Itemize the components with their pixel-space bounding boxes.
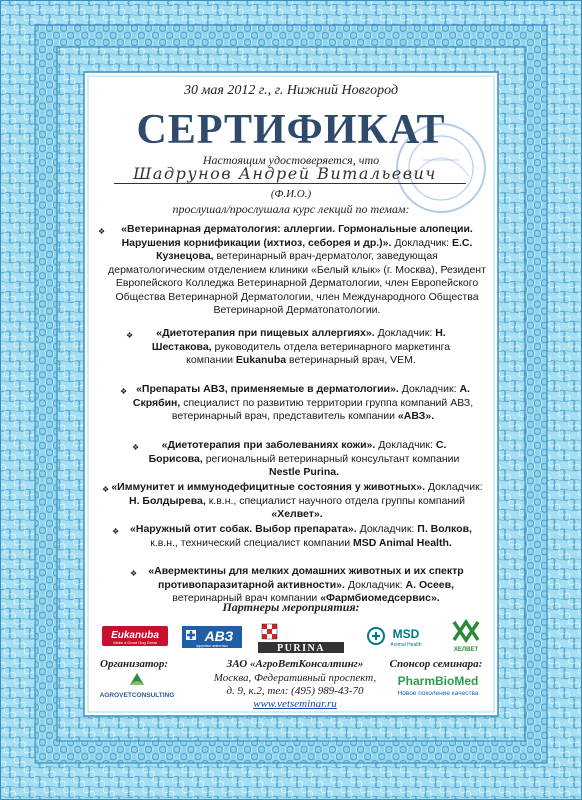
company-name: «Фармбиомедсервис». (320, 592, 440, 604)
speaker-details: руководитель отдела ветеринарного маркетинга компании (186, 340, 451, 366)
lecture-item (90, 223, 492, 318)
pharmbiomed-logo (386, 670, 490, 700)
speaker-name: Н. Болдырева, (129, 494, 206, 507)
avz-tagline: здоровье животных (196, 644, 228, 648)
speaker-prefix: Докладчик: (427, 481, 483, 493)
lecture-item (90, 327, 492, 368)
speaker-details: ветеринарный врач компании (172, 592, 318, 604)
speaker-name: А. Осеев, (405, 578, 455, 591)
company-name: Eukanuba (235, 354, 287, 366)
lecture-title: «Авермектины для мелких домашних животных и их спектр противопаразитарной активности». (148, 565, 464, 591)
speaker-details: специалист по развитию территории группа компаний АВЗ, ветеринарный врач, представитель компании (171, 396, 474, 422)
speaker-name: А. Скрябин, (132, 383, 470, 409)
msd-sub: Animal Health (390, 642, 422, 648)
avz-name: АВЗ (204, 628, 234, 644)
speaker-prefix: Докладчик: (359, 523, 415, 535)
speaker-details-end: ветеринарный врач, VEM. (289, 354, 416, 366)
pharmbiomed-brand: PharmBioMed (397, 674, 479, 688)
address-line-2: д. 9, к.2, тел: (495) 989-43-70 (226, 685, 364, 697)
speaker-prefix: Докладчик: (347, 578, 403, 591)
speaker-details: к.в.н., специалист научного отдела группы компаний (208, 494, 465, 507)
eukanuba-logo (102, 618, 168, 654)
fio-caption: (Ф.И.О.) (270, 188, 312, 200)
bullet-icon: ❖ (98, 227, 106, 236)
speaker-details: к.в.н., технический специалист компании (150, 536, 351, 549)
lecture-title: «Ветеринарная дерматология: аллергии. Гормональные алопеции. Нарушения корнификации (ихтиоз, себорея и др.)». (121, 223, 473, 249)
lecture-item (90, 481, 492, 522)
lecture-item (90, 523, 492, 550)
pharmbiomed-tagline: Новое поколение качества (397, 690, 479, 697)
partner-logos (90, 618, 492, 654)
address-line-1: Москва, Федеративный проспект, (213, 672, 377, 684)
name-underline (114, 183, 466, 184)
organizer-label: Организатор: (100, 658, 169, 670)
speaker-details: региональный ветеринарный консультант компании (205, 452, 460, 465)
lecture-title: «Иммунитет и иммунодефицитные состояния у животных». (111, 481, 425, 493)
lecture-title: «Диетотерапия при заболеваниях кожи». (161, 439, 376, 451)
date-place: 30 мая 2012 г., г. Нижний Новгород (183, 83, 399, 98)
company-name: «АВЗ». (397, 410, 435, 422)
purina-name: PURINA (277, 643, 325, 654)
speaker-prefix: Докладчик: (378, 439, 433, 451)
eukanuba-tagline: Make a Good Dog Great (113, 640, 157, 645)
helvet-logo (446, 618, 486, 654)
organizer-url-link[interactable]: www.vetseminar.ru (253, 698, 337, 710)
msd-name: MSD (392, 627, 420, 641)
avz-logo (182, 618, 242, 654)
speaker-prefix: Докладчик: (394, 236, 450, 249)
speaker-prefix: Докладчик: (401, 383, 457, 395)
purina-logo (256, 618, 346, 654)
partners-title: Партнеры мероприятия: (222, 600, 360, 614)
recipient-name: Шадрунов Андрей Витальевич (133, 164, 437, 183)
bullet-icon: ❖ (130, 569, 138, 578)
speaker-name: С. Борисова, (148, 439, 447, 465)
speaker-name: П. Волков, (417, 523, 472, 535)
bullet-icon: ❖ (112, 527, 120, 536)
agrovet-logo (90, 671, 184, 703)
lecture-item (90, 439, 492, 480)
bullet-icon: ❖ (102, 485, 110, 494)
msd-logo (366, 618, 432, 654)
agrovet-logo-text: AGROVETCONSULTING (99, 692, 175, 699)
company-name: «Хелвет». (271, 508, 323, 520)
speaker-name: Е.С. Кузнецова, (156, 236, 473, 262)
bullet-icon: ❖ (120, 387, 128, 396)
helvet-name: ХЕЛВЕТ (453, 647, 479, 653)
certificate-title: СЕРТИФИКАТ (136, 107, 446, 153)
speaker-name: Н. Шестакова, (151, 327, 446, 353)
company-name: Nestle Purina. (268, 466, 340, 478)
speaker-prefix: Докладчик: (377, 327, 433, 339)
lecture-title: «Наружный отит собак. Выбор препарата». (130, 523, 357, 535)
certificate-content (90, 78, 492, 710)
eukanuba-name: Eukanuba (111, 630, 159, 641)
lecture-item (90, 383, 492, 424)
bullet-icon: ❖ (126, 331, 134, 340)
company-name: MSD Animal Health. (352, 536, 452, 549)
organizer-address (202, 672, 388, 698)
organizer-name: ЗАО «АгроВетКонсалтинг» (226, 658, 364, 670)
lecture-title: «Диетотерапия при пищевых аллергиях». (156, 327, 375, 339)
listened-text: прослушал/прослушала курс лекций по темам: (172, 202, 410, 216)
certify-text: Настоящим удостоверяется, что (202, 153, 380, 167)
bullet-icon: ❖ (132, 443, 140, 452)
sponsor-label: Спонсор семинара: (389, 658, 483, 670)
lecture-title: «Препараты АВЗ, применяемые в дерматологии». (136, 383, 399, 395)
speaker-details: ветеринарный врач-дерматолог, заведующая дерматологическим отделением клиники «Белый клык» (г. Москва), Резидент Европейского Колледжа Ветеринарной Дерматологии, член Европейского Общества Ветеринарной Дерматологии, член Международного Общества Ветеринарной Дерматопатологии. (108, 250, 486, 316)
